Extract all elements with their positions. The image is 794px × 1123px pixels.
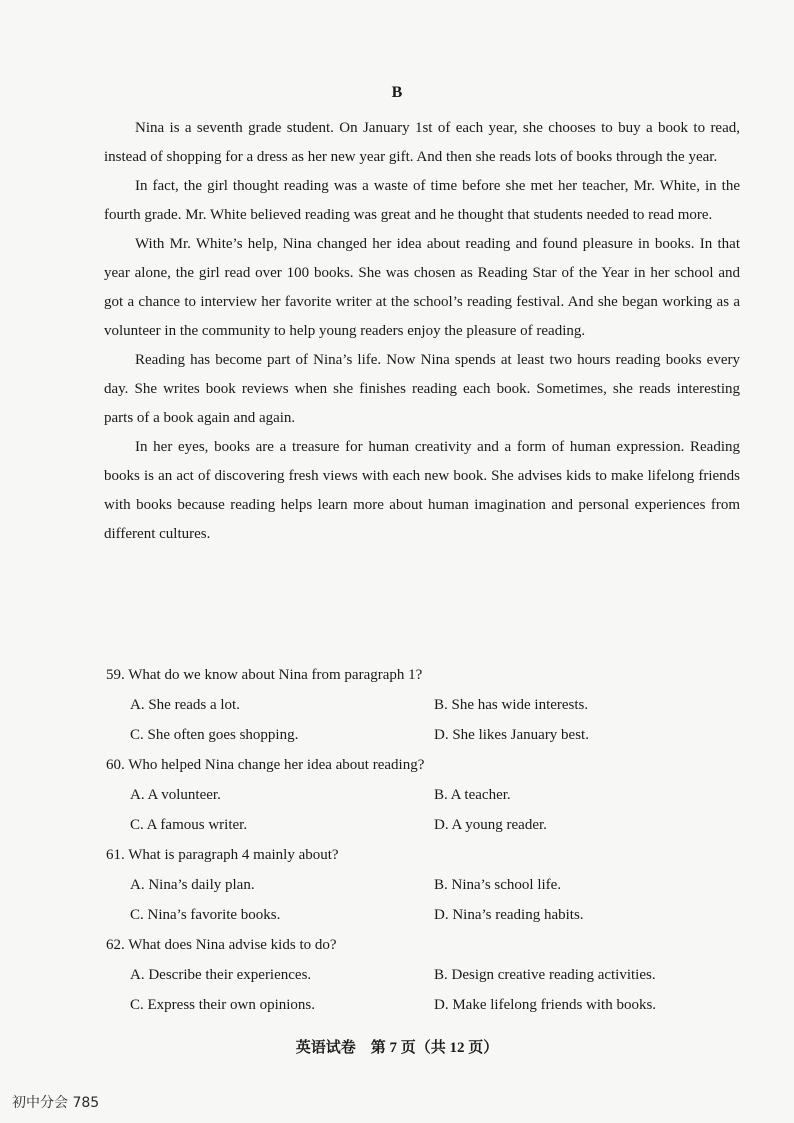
- option-row: [106, 870, 726, 900]
- option-d: D. A young reader.: [434, 817, 547, 833]
- option-a: A. She reads a lot.: [130, 697, 240, 713]
- question-61: [106, 840, 726, 930]
- option-row: [106, 690, 726, 720]
- section-letter: B: [391, 84, 403, 101]
- option-d: D. Nina’s reading habits.: [434, 907, 584, 923]
- reading-passage: [104, 114, 740, 549]
- passage-paragraph-3: With Mr. White’s help, Nina changed her idea about reading and found pleasure in books. In that year alone, the girl read over 100 books. She was chosen as Reading Star of the Year in her school and got a chance to interview her favorite writer at the school’s reading festival. And she began working as a volunteer in the community to help young readers enjoy the pleasure of reading.: [104, 236, 740, 339]
- option-d: D. Make lifelong friends with books.: [434, 997, 657, 1013]
- passage-paragraph-2: In fact, the girl thought reading was a waste of time before she met her teacher, Mr. White, in the fourth grade. Mr. White believed reading was great and he thought that students needed to read more.: [104, 178, 740, 223]
- watermark-label: 初中分会 785: [12, 1095, 100, 1111]
- option-c: C. Nina’s favorite books.: [130, 907, 281, 923]
- option-row: [106, 810, 726, 840]
- question-62: [106, 930, 726, 1020]
- question-list: [106, 660, 726, 1020]
- option-d: D. She likes January best.: [434, 727, 589, 743]
- option-a: A. Nina’s daily plan.: [130, 877, 255, 893]
- question-stem: 61. What is paragraph 4 mainly about?: [106, 847, 339, 863]
- option-a: A. A volunteer.: [130, 787, 221, 803]
- passage-paragraph-4: Reading has become part of Nina’s life. Now Nina spends at least two hours reading books every day. She writes book reviews when she finishes reading each book. Sometimes, she reads interesting parts of a book again and again.: [104, 352, 740, 426]
- option-b: B. She has wide interests.: [434, 697, 589, 713]
- passage-paragraph-1: Nina is a seventh grade student. On January 1st of each year, she chooses to buy a book to read, instead of shopping for a dress as her new year gift. And then she reads lots of books through the year.: [104, 120, 740, 165]
- option-row: [106, 990, 726, 1020]
- page-footer: 英语试卷 第 7 页（共 12 页）: [295, 1040, 499, 1056]
- option-row: [106, 720, 726, 750]
- question-stem: 62. What does Nina advise kids to do?: [106, 937, 337, 953]
- question-60: [106, 750, 726, 840]
- option-b: B. Design creative reading activities.: [434, 967, 656, 983]
- question-59: [106, 660, 726, 750]
- option-b: B. Nina’s school life.: [434, 877, 562, 893]
- option-a: A. Describe their experiences.: [130, 967, 312, 983]
- passage-paragraph-5: In her eyes, books are a treasure for human creativity and a form of human expression. Reading books is an act of discovering fresh views with each new book. She advises kids to make lifelong friends with books because reading helps learn more about human imagination and personal experiences from different cultures.: [104, 439, 740, 542]
- option-c: C. She often goes shopping.: [130, 727, 299, 743]
- option-row: [106, 900, 726, 930]
- question-stem: 60. Who helped Nina change her idea about reading?: [106, 757, 425, 773]
- option-row: [106, 780, 726, 810]
- option-row: [106, 960, 726, 990]
- option-c: C. A famous writer.: [130, 817, 248, 833]
- option-c: C. Express their own opinions.: [130, 997, 315, 1013]
- option-b: B. A teacher.: [434, 787, 511, 803]
- question-stem: 59. What do we know about Nina from paragraph 1?: [106, 667, 423, 683]
